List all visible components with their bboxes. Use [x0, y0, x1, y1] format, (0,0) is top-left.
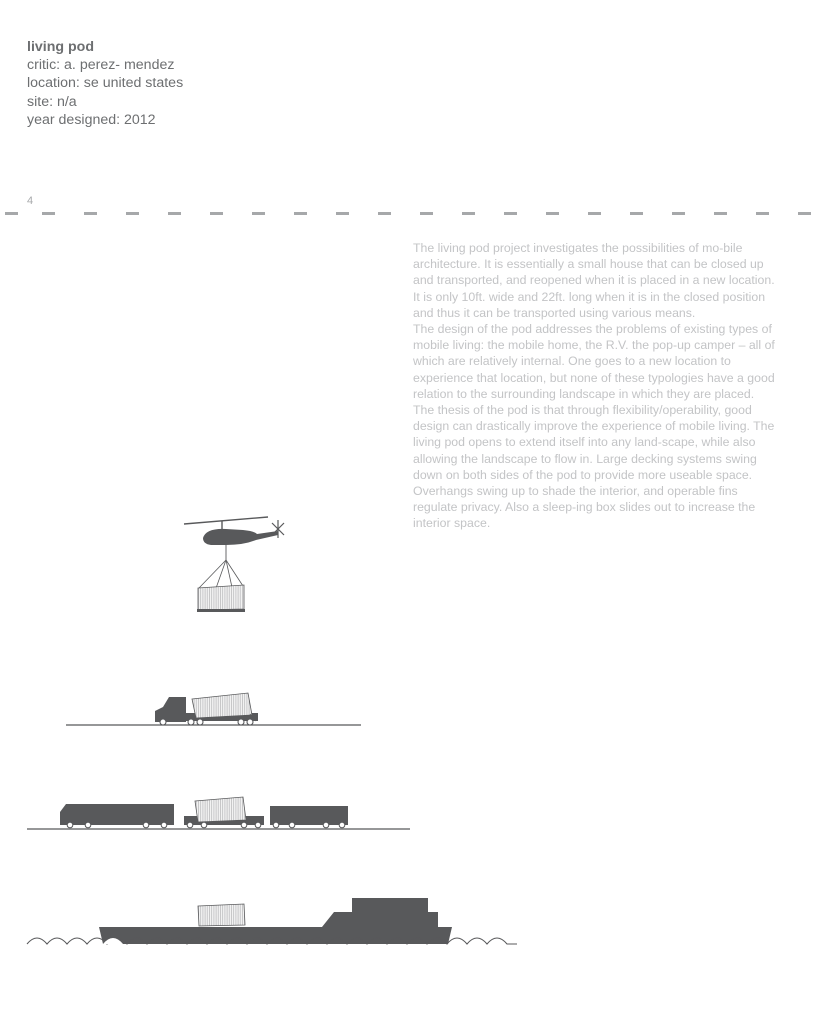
location-line: location: se united states — [27, 75, 184, 92]
description-paragraph-2: The design of the pod addresses the problems of existing types of mobile living: the mobile home, the R.V. the pop-up camper – all of which are relatively internal. One goes to a new location to experience that location, but none of these typologies have a good relation to the surrounding landscape in which they are placed. — [413, 322, 775, 401]
description-paragraph-3: The thesis of the pod is that through flexibility/operability, good design can drastically improve the experience of mobile living. The living pod opens to extend itself into any land-scape, while also allowing the landscape to flow in. Large decking systems swing down on both sides of the pod to provide more useable space. Overhangs swing up to shade the interior, and operable fins regulate privacy. Also a sleep-ing box slides out to increase the interior space. — [413, 403, 775, 531]
ship-transport-figure — [27, 898, 517, 944]
page-number: 4 — [27, 195, 34, 207]
truck-cab-icon — [155, 697, 186, 722]
helicopter-icon — [203, 529, 278, 545]
living-pod-icon — [195, 797, 246, 822]
year-line: year designed: 2012 — [27, 111, 156, 128]
living-pod-icon — [198, 585, 244, 610]
truck-transport-figure — [66, 693, 361, 725]
helicopter-transport-figure — [184, 517, 284, 612]
cargo-ship-icon — [99, 898, 452, 944]
locomotive-icon — [60, 804, 174, 825]
living-pod-icon — [198, 904, 245, 926]
living-pod-icon — [192, 693, 252, 718]
rotor-blade-icon — [184, 517, 268, 524]
project-title: living pod — [27, 39, 94, 55]
description-paragraph-1: The living pod project investigates the possibilities of mo-bile architecture. It is essentially a small house that can be closed up and transported, and reopened when it is placed in a new location. It is only 10ft. wide and 22ft. long when it is in the closed position and thus it can be transported using various means. — [413, 241, 775, 320]
train-transport-figure — [27, 797, 410, 829]
boxcar-icon — [270, 806, 348, 825]
site-line: site: n/a — [27, 93, 77, 110]
critic-line: critic: a. perez- mendez — [27, 57, 175, 74]
